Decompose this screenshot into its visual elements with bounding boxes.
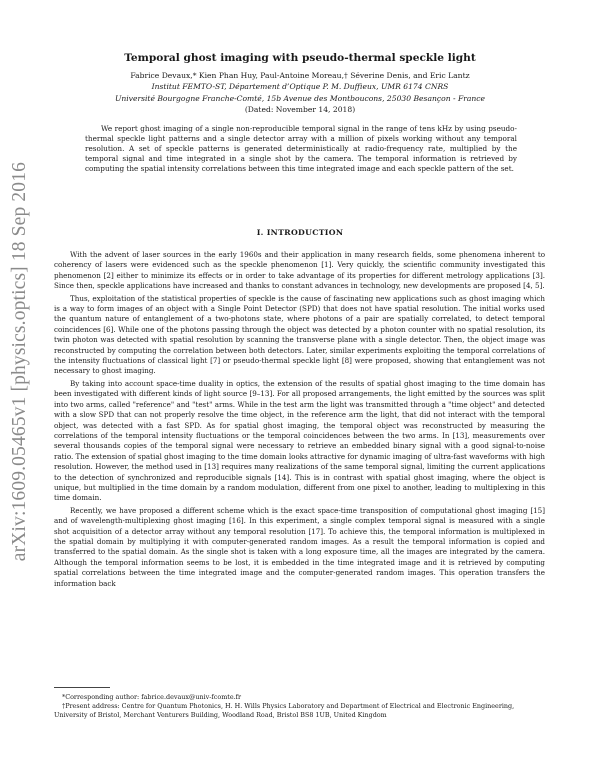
affiliation-line-1: Institut FEMTO-ST, Département d’Optique P. M. Duffieux, UMR 6174 CNRS: [151, 82, 449, 91]
date-line: (Dated: November 14, 2018): [244, 105, 356, 114]
paragraph-4: Recently, we have proposed a different scheme which is the exact space-time transposition of computational ghost imaging [15] and of wavelength-multiplexing ghost imaging [16]. In this experiment, a single complex temporal signal is measured with a single shot acquisition of a detector array without any temporal resolution [17]. To achieve this, the temporal information is multiplexed in the spatial domain by multiplying it with computer-generated random images. As a result the temporal information is copied and transferred to the spatial domain. As the single shot is taken with a long exposure time, all the images are integrated by the camera. Although the temporal information seems to be lost, it is embedded in the time integrated image and it is retrieved by computing spatial correlations between the time integrated image and the computer-generated random images. This operation transfers the information back: [54, 505, 545, 588]
affiliation-line-2: Université Bourgogne Franche-Comté, 15b Avenue des Montboucons, 25030 Besançon - France: [114, 94, 486, 103]
footnotes: [54, 693, 545, 720]
footnote-corresponding-author: *Corresponding author: fabrice.devaux@univ-fcomte.fr: [62, 693, 242, 701]
paragraph-1: With the advent of laser sources in the early 1960s and their application in many research fields, some phenomena inherent to coherency of lasers were evidenced such as the speckle phenomenon [1]. Very quickly, the scientific community investigated this phenomenon [2] either to minimize its effects or in order to take advantage of its properties for different metrology applications [3]. Since then, speckle applications have increased and thanks to constant advances in technology, new developments are proposed [4, 5].: [54, 250, 545, 291]
arxiv-identifier-stamp: [4, 162, 36, 562]
introduction-body: [54, 250, 545, 591]
arxiv-identifier-text: arXiv:1609.05465v1 [physics.optics] 18 Sep 2016: [9, 162, 30, 562]
section-heading-introduction: I. INTRODUCTION: [256, 228, 344, 237]
footnote-divider: [54, 687, 110, 688]
paragraph-2: Thus, exploitation of the statistical properties of speckle is the cause of fascinating new applications such as ghost imaging which is a way to form images of an object with a Single Point Detector (SPD) that does not have spatial resolution. The initial works used the quantum nature of entanglement of a two-photons state, where photons of a pair are spatially correlated, to detect temporal coincidences [6]. While one of the photons passing through the object was detected by a photon counter with no spatial resolution, its twin photon was detected with spatial resolution by scanning the transverse plane with a single detector. Then, the object image was reconstructed by computing the correlation between both detectors. Later, similar experiments exploiting the temporal correlations of the intensity fluctuations of classical light [7] or pseudo-thermal speckle light [8] were proposed, showing that entanglement was not necessary to ghost imaging.: [54, 293, 545, 376]
author-list: Fabrice Devaux,* Kien Phan Huy, Paul-Antoine Moreau,† Séverine Denis, and Eric Lantz: [130, 71, 470, 80]
paper-title: Temporal ghost imaging with pseudo-thermal speckle light: [124, 52, 476, 64]
abstract: We report ghost imaging of a single non-reproducible temporal signal in the range of tens kHz by using pseudo-thermal speckle light patterns and a single detector array with a million of pixels working without any temporal resolution. A set of speckle patterns is generated deterministically at radio-frequency rate, multiplied by the temporal signal and time integrated in a single shot by the camera. The temporal information is retrieved by computing the spatial intensity correlations between this time integrated image and each speckle pattern of the set.: [85, 124, 517, 173]
footnote-present-address: †Present address: Centre for Quantum Photonics, H. H. Wills Physics Laboratory and Department of Electrical and Electronic Engineering, University of Bristol, Merchant Venturers Building, Woodland Road, Bristol BS8 1UB, United Kingdom: [54, 702, 515, 719]
paragraph-3: By taking into account space-time duality in optics, the extension of the results of spatial ghost imaging to the time domain has been investigated with different kinds of light source [9–13]. For all proposed arrangements, the light emitted by the sources was split into two arms, called "reference" and "test" arms. While in the test arm the light was transmitted through a "time object" and detected with a slow SPD that can not properly resolve the time object, in the reference arm the light, that did not interact with the temporal object, was detected with a fast SPD. As for spatial ghost imaging, the temporal object was reconstructed by measuring the correlations of the temporal intensity fluctuations or the temporal coincidences between the two arms. In [13], measurements over several thousands copies of the temporal signal were necessary to retrieve an embedded binary signal with a good signal-to-noise ratio. The extension of spatial ghost imaging to the time domain looks attractive for dynamic imaging of ultra-fast waveforms with high resolution. However, the method used in [13] requires many realizations of the same temporal signal, limiting the current applications to the detection of synchronized and reproducible signals [14]. This is in contrast with spatial ghost imaging, where the object is unique, but multiplied in the time domain by a random modulation, different from one pixel to another, leading to multiplexing in this time domain.: [54, 378, 546, 503]
